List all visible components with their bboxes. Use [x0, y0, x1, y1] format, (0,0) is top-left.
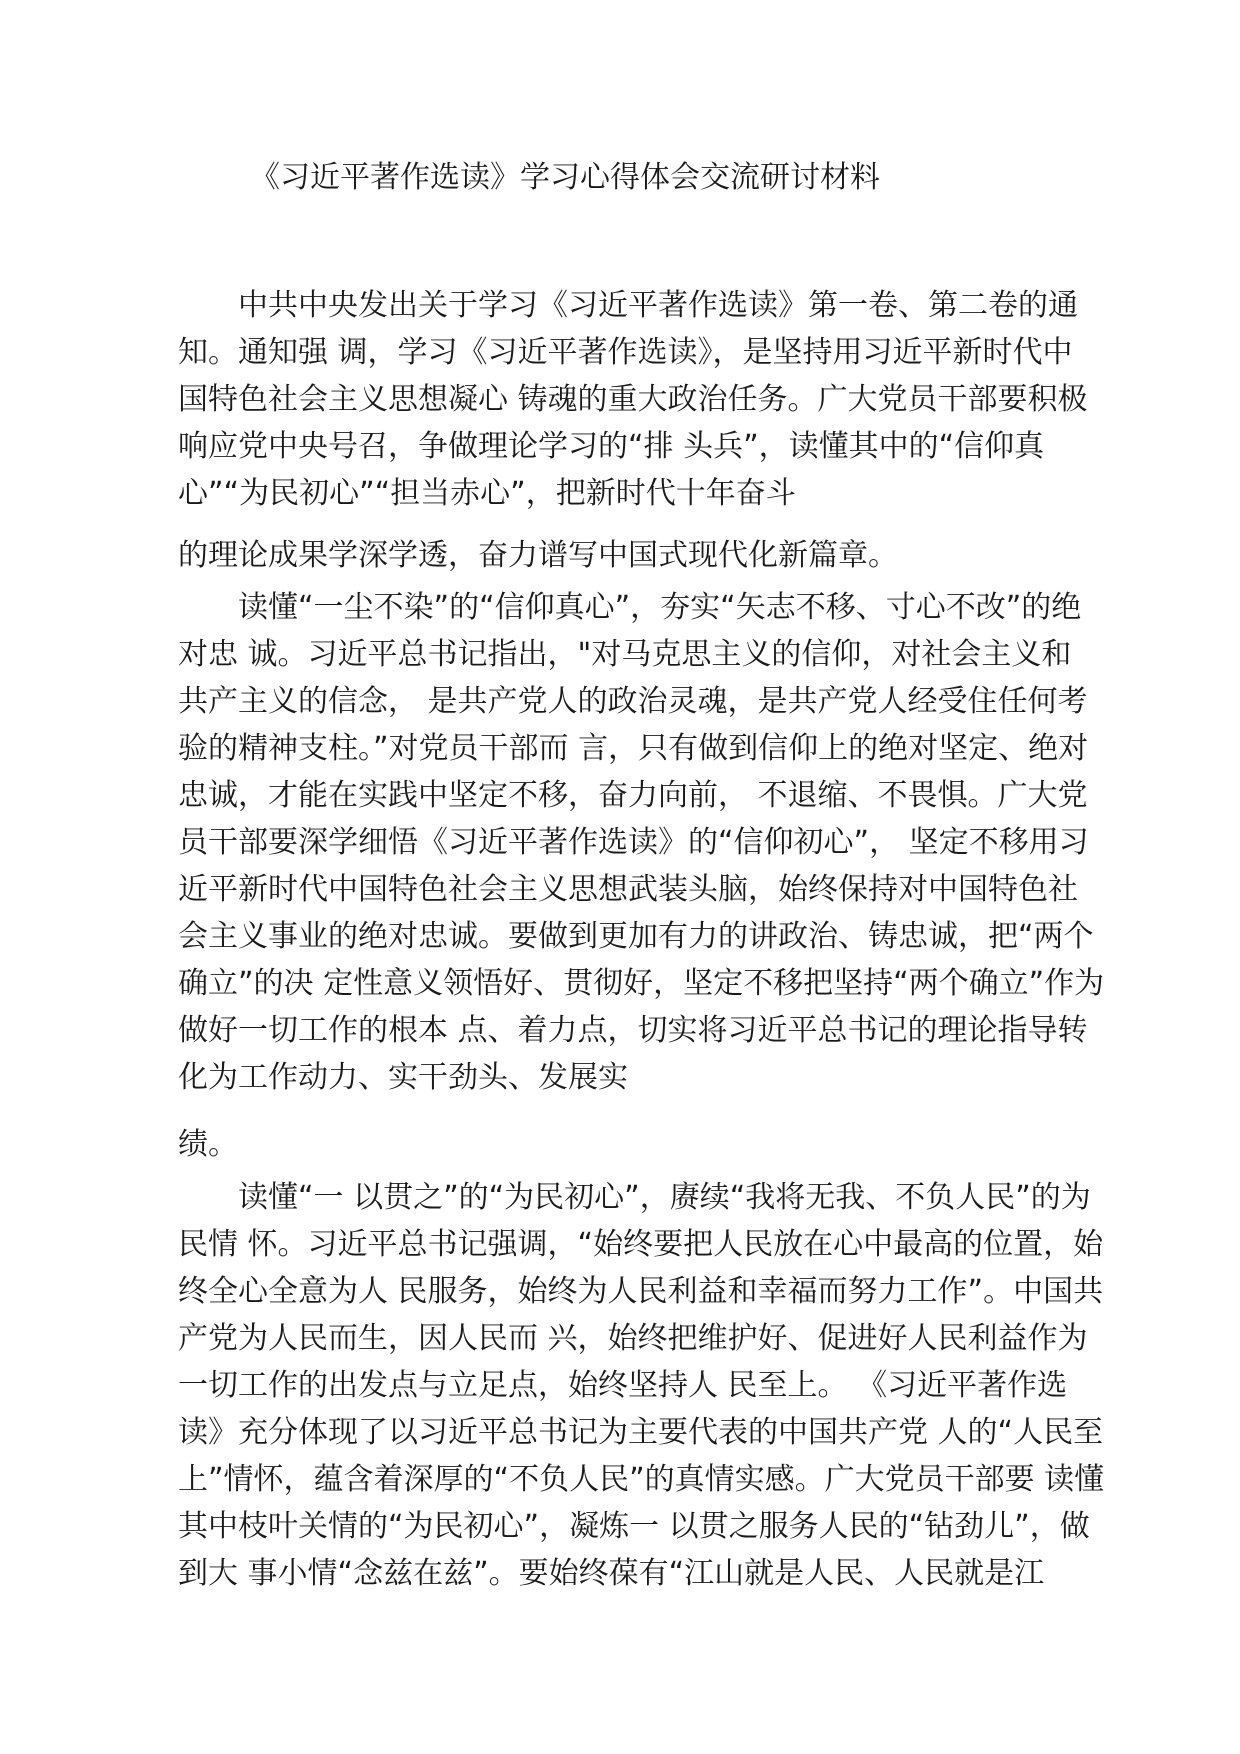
paragraph-line: 心”“为民初心”“担当赤心”，把新时代十年奋斗 [178, 476, 796, 511]
paragraph-line: 其中枝叶关情的“为民初心”，凝炼一 以贯之服务人民的“钻劲儿”，做 [178, 1509, 1090, 1544]
paragraph-line: 验的精神支柱。”对党员干部而 言，只有做到信仰上的绝对坚定、绝对 [178, 731, 1089, 766]
paragraph-line: 对忠 诚。习近平总书记指出，"对马克思主义的信仰，对社会主义和 [178, 637, 1072, 672]
paragraph-line: 做好一切工作的根本 点、着力点，切实将习近平总书记的理论指导转 [178, 1013, 1088, 1048]
paragraph-line: 上”情怀，蕴含着深厚的“不负人民”的真情实感。广大党员干部要 读懂 [178, 1462, 1105, 1497]
paragraph-line: 会主义事业的绝对忠诚。要做到更加有力的讲政治、铸忠诚，把“两个 [178, 919, 1094, 954]
paragraph-line: 共产主义的信念， 是共产党人的政治灵魂，是共产党人经受住任何考 [178, 684, 1088, 719]
paragraph-line: 知。通知强 调，学习《习近平著作选读》，是坚持用习近平新时代中 [178, 335, 1073, 370]
paragraph-line: 读》充分体现了以习近平总书记为主要代表的中国共产党 人的“人民至 [178, 1415, 1104, 1450]
paragraph-line: 民情 怀。习近平总书记强调，“始终要把人民放在心中最高的位置，始 [178, 1227, 1104, 1262]
document-title: 《习近平著作选读》学习心得体会交流研讨材料 [250, 160, 880, 195]
paragraph-line: 忠诚，才能在实践中坚定不移，奋力向前， 不退缩、不畏惧。广大党 [178, 778, 1088, 813]
paragraph-line: 一切工作的出发点与立足点，始终坚持人 民至上。 《习近平著作选 [178, 1368, 1068, 1403]
paragraph-line: 读懂“一尘不染”的“信仰真心”，夯实“矢志不移、寸心不改”的绝 [178, 590, 1082, 625]
paragraph-line: 到大 事小情“念兹在兹”。要始终葆有“江山就是人民、人民就是江 [178, 1556, 1045, 1591]
paragraph-line: 化为工作动力、实干劲头、发展实 [178, 1060, 628, 1095]
paragraph-line: 国特色社会主义思想凝心 铸魂的重大政治任务。广大党员干部要积极 [178, 382, 1088, 417]
paragraph-line: 近平新时代中国特色社会主义思想武装头脑，始终保持对中国特色社 [178, 872, 1078, 907]
paragraph-line: 中共中央发出关于学习《习近平著作选读》第一卷、第二卷的通 [178, 288, 1078, 323]
paragraph-line: 产党为人民而生，因人民而 兴，始终把维护好、促进好人民利益作为 [178, 1321, 1088, 1356]
paragraph-line: 终全心全意为人 民服务，始终为人民利益和幸福而努力工作”。中国共 [178, 1274, 1104, 1309]
paragraph-line: 确立”的决 定性意义领悟好、贯彻好，坚定不移把坚持“两个确立”作为 [178, 966, 1105, 1001]
paragraph-line: 员干部要深学细悟《习近平著作选读》的“信仰初心”， 坚定不移用习 [178, 825, 1089, 860]
paragraph-line: 响应党中央号召，争做理论学习的“排 头兵”，读懂其中的“信仰真 [178, 429, 1045, 464]
paragraph-line: 的理论成果学深学透，奋力谱写中国式现代化新篇章。 [178, 538, 898, 573]
paragraph-line: 读懂“一 以贯之”的“为民初心”，赓续“我将无我、不负人民”的为 [178, 1180, 1091, 1215]
paragraph-line: 绩。 [178, 1127, 238, 1162]
